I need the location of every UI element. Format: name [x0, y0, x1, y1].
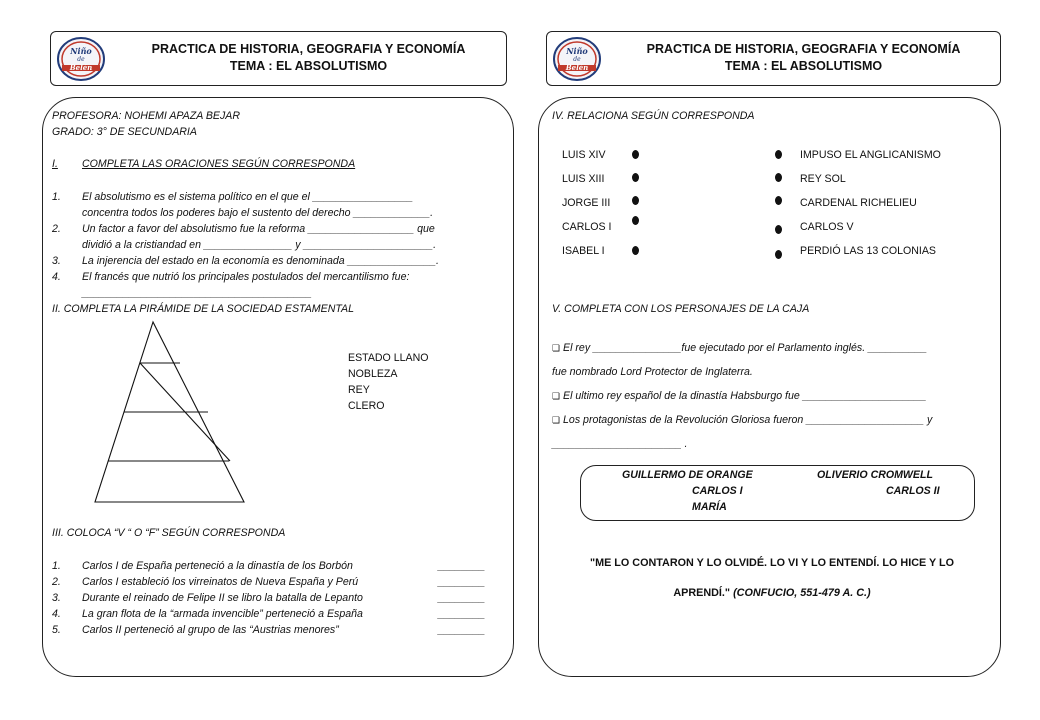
header-left	[50, 31, 507, 86]
header-subtitle: TEMA : EL ABSOLUTISMO	[724, 59, 883, 73]
s3-item-text: Carlos I estableció los virreinatos de Nueva España y Perú	[82, 576, 359, 588]
pyramid-option: ESTADO LLANO	[348, 352, 429, 364]
box-name: MARÍA	[692, 501, 727, 513]
s5-line: fue nombrado Lord Protector de Inglaterra.	[552, 366, 753, 378]
match-dot-right[interactable]	[775, 196, 782, 205]
s1-item-line: Un factor a favor del absolutismo fue la reforma __________________ que	[82, 223, 435, 235]
s5-line-text: El rey _______________fue ejecutado por el Parlamento inglés. __________	[563, 342, 928, 354]
match-dot-right[interactable]	[775, 250, 782, 259]
s5-line-text: El ultimo rey español de la dinastía Habsburgo fue _____________________	[563, 390, 927, 402]
header-text	[117, 41, 500, 75]
s5-line	[552, 389, 926, 404]
match-left-item: JORGE III	[562, 197, 611, 209]
s1-item-line: concentra todos los poderes bajo el sustento del derecho _____________.	[82, 207, 434, 219]
quote-line-1: "ME LO CONTARON Y LO OLVIDÉ. LO VI Y LO ENTENDÍ. LO HICE Y LO	[589, 557, 955, 569]
s5-line: ______________________ .	[552, 438, 688, 450]
box-name: CARLOS II	[886, 485, 940, 497]
s1-item-number: 1.	[52, 191, 61, 203]
s1-item-number: 3.	[52, 255, 61, 267]
match-left-item: CARLOS I	[562, 221, 612, 233]
section-3-title: III. COLOCA “V “ O “F” SEGÚN CORRESPONDA	[52, 527, 286, 539]
logo-text-3: Belén	[69, 63, 93, 72]
s1-item-line: El absolutismo es el sistema político en el que el _________________	[82, 191, 413, 203]
match-right-item: IMPUSO EL ANGLICANISMO	[800, 149, 941, 161]
quote-author: (CONFUCIO, 551-479 A. C.)	[733, 587, 871, 599]
checkbox-bullet-icon: ❏	[552, 392, 561, 402]
box-name: CARLOS I	[692, 485, 743, 497]
match-dot-left[interactable]	[632, 246, 639, 255]
pyramid-option: NOBLEZA	[348, 368, 398, 380]
header-title: PRACTICA DE HISTORIA, GEOGRAFIA Y ECONOMÍA	[646, 42, 961, 56]
box-name: GUILLERMO DE ORANGE	[622, 469, 753, 481]
school-logo	[553, 37, 601, 81]
pyramid-option: REY	[348, 384, 370, 396]
s3-item-blank: ________	[438, 560, 486, 572]
match-left-item: LUIS XIII	[562, 173, 605, 185]
match-left-item: LUIS XIV	[562, 149, 606, 161]
s1-item-number: 4.	[52, 271, 61, 283]
s3-item-blank: ________	[438, 576, 486, 588]
s1-item-line: El francés que nutrió los principales postulados del mercantilismo fue:	[82, 271, 410, 283]
s3-item-blank: ________	[438, 608, 486, 620]
logo-text-2: de	[77, 56, 85, 63]
s1-item-line: La injerencia del estado en la economía es denominada _______________.	[82, 255, 439, 267]
match-dot-right[interactable]	[775, 225, 782, 234]
match-right-item: PERDIÓ LAS 13 COLONIAS	[800, 245, 937, 257]
s5-line	[552, 413, 932, 428]
match-dot-right[interactable]	[775, 150, 782, 159]
s3-item-number: 4.	[52, 608, 61, 620]
s3-item-text: La gran flota de la “armada invencible” perteneció a España	[82, 608, 363, 620]
match-dot-left[interactable]	[632, 173, 639, 182]
s3-item-blank: ________	[438, 624, 486, 636]
section-1-number: I.	[52, 158, 58, 170]
header-subtitle: TEMA : EL ABSOLUTISMO	[229, 59, 388, 73]
box-name: OLIVERIO CROMWELL	[817, 469, 933, 481]
header-title: PRACTICA DE HISTORIA, GEOGRAFIA Y ECONOMÍA	[151, 42, 466, 56]
section-2-title: II. COMPLETA LA PIRÁMIDE DE LA SOCIEDAD ESTAMENTAL	[52, 303, 354, 315]
match-right-item: REY SOL	[800, 173, 846, 185]
logo-text-1: Niño	[70, 46, 92, 56]
s3-item-number: 3.	[52, 592, 61, 604]
s3-item-number: 1.	[52, 560, 61, 572]
logo-text-2: de	[573, 56, 581, 63]
checkbox-bullet-icon: ❏	[552, 416, 561, 426]
s3-item-number: 5.	[52, 624, 61, 636]
section-4-title: IV. RELACIONA SEGÚN CORRESPONDA	[552, 110, 755, 122]
s1-item-number: 2.	[52, 223, 61, 235]
social-pyramid	[90, 320, 250, 504]
s5-line-text: Los protagonistas de la Revolución Gloriosa fueron ____________________ y	[563, 414, 933, 426]
match-dot-left[interactable]	[632, 196, 639, 205]
match-right-item: CARDENAL RICHELIEU	[800, 197, 917, 209]
s3-item-number: 2.	[52, 576, 61, 588]
match-dot-right[interactable]	[775, 173, 782, 182]
s3-item-text: Durante el reinado de Felipe II se libro la batalla de Lepanto	[82, 592, 363, 604]
header-right	[546, 31, 1001, 86]
pyramid-option: CLERO	[348, 400, 385, 412]
checkbox-bullet-icon: ❏	[552, 344, 561, 354]
grade: GRADO: 3° DE SECUNDARIA	[52, 126, 197, 138]
quote-line-2	[548, 578, 996, 608]
s1-item-line: dividió a la cristiandad en _______________ y ______________________.	[82, 239, 437, 251]
match-dot-left[interactable]	[632, 216, 639, 225]
match-right-item: CARLOS V	[800, 221, 854, 233]
section-5-title: V. COMPLETA CON LOS PERSONAJES DE LA CAJA	[552, 303, 810, 315]
logo-text-3: Belén	[565, 63, 589, 72]
s3-item-text: Carlos I de España perteneció a la dinastía de los Borbón	[82, 560, 353, 572]
match-dot-left[interactable]	[632, 150, 639, 159]
confucius-quote	[548, 548, 996, 608]
header-text	[613, 41, 994, 75]
teacher-name: PROFESORA: NOHEMI APAZA BEJAR	[52, 110, 240, 122]
s5-line	[552, 341, 927, 356]
section-1-title: COMPLETA LAS ORACIONES SEGÚN CORRESPONDA	[82, 158, 356, 170]
s3-item-blank: ________	[438, 592, 486, 604]
match-left-item: ISABEL I	[562, 245, 605, 257]
s3-item-text: Carlos II perteneció al grupo de las “Austrias menores”	[82, 624, 339, 636]
s1-item-line: _______________________________________	[82, 287, 312, 299]
school-logo	[57, 37, 105, 81]
logo-text-1: Niño	[566, 46, 588, 56]
quote-ending: APRENDÍ."	[673, 587, 731, 599]
